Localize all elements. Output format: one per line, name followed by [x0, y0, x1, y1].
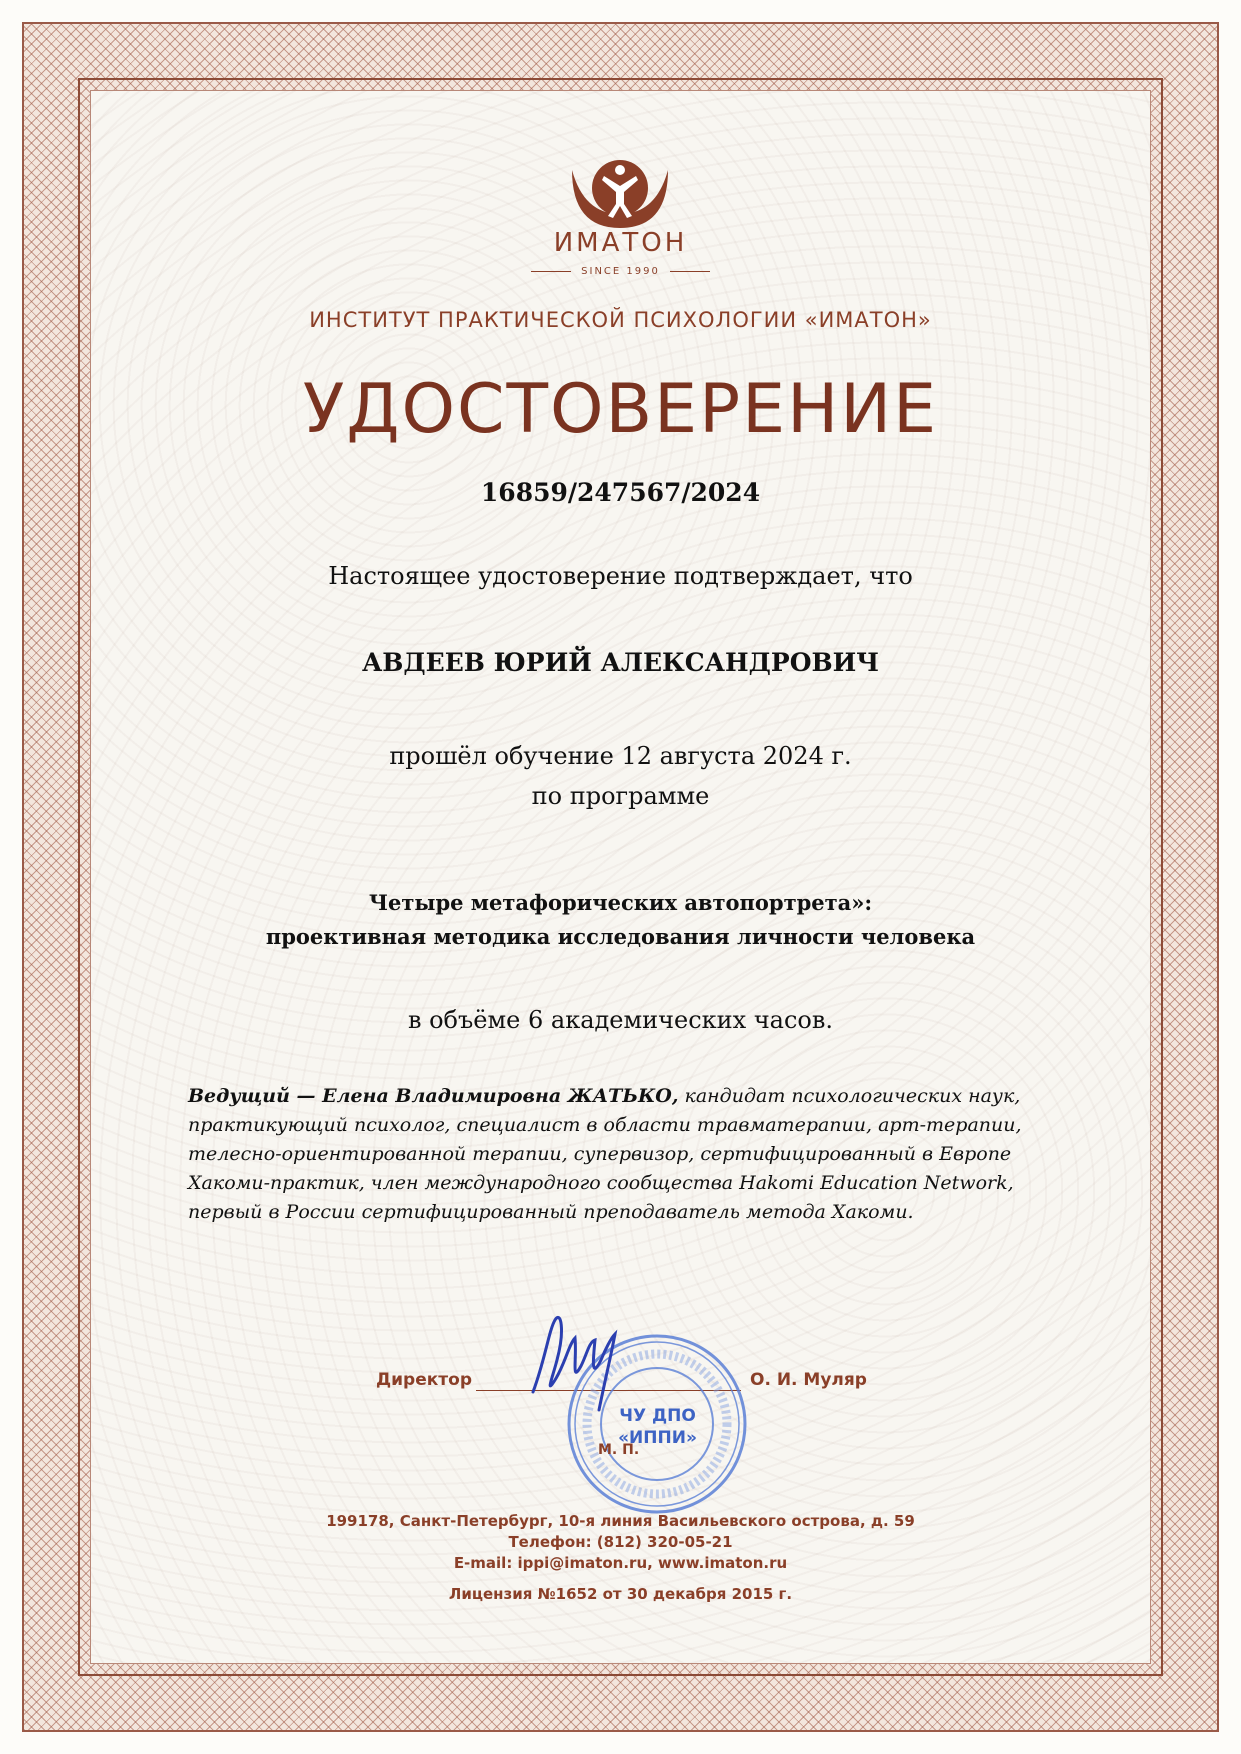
since-right-divider — [670, 271, 710, 272]
training-info — [0, 736, 1241, 816]
handwritten-signature-icon — [515, 1300, 625, 1430]
footer-email: E-mail: ippi@imaton.ru, www.imaton.ru — [453, 1554, 788, 1572]
instructor-description — [188, 1082, 1068, 1227]
instructor-credentials: кандидат психологических наук, практикующий психолог, специалист в области травматерапии, арт-терапии, телесно-ориентированной терапии, супервизор, сертифицированный в Европе Хакоми-практик, член международного сообщества Hakomi Education Network, первый в России сертифицированный преподаватель метода Хакоми. — [188, 1085, 1022, 1223]
instructor-name: Ведущий — Елена Владимировна ЖАТЬКО, — [188, 1085, 679, 1107]
since-text: SINCE 1990 — [581, 266, 660, 277]
program-title-line2: проективная методика исследования личности человека — [265, 924, 976, 949]
course-volume: в объёме 6 академических часов. — [407, 1006, 834, 1034]
institute-name: ИНСТИТУТ ПРАКТИЧЕСКОЙ ПСИХОЛОГИИ «ИМАТОН» — [309, 308, 932, 332]
document-title: УДОСТОВЕРЕНИЕ — [302, 370, 939, 449]
stamp-org-line1: ЧУ ДПО — [619, 1406, 696, 1426]
director-label: Директор — [376, 1370, 472, 1390]
footer-address: 199178, Санкт-Петербург, 10-я линия Васильевского острова, д. 59 — [326, 1512, 915, 1530]
recipient-name: АВДЕЕВ ЮРИЙ АЛЕКСАНДРОВИЧ — [361, 648, 880, 677]
footer-phone: Телефон: (812) 320-05-21 — [508, 1533, 733, 1551]
since-left-divider — [531, 271, 571, 272]
intro-text: Настоящее удостоверение подтверждает, что — [328, 562, 913, 590]
program-title-line1: Четыре метафорических автопортрета»: — [368, 890, 873, 915]
logo-wordmark: ИМАТОН — [553, 228, 688, 258]
certificate-number: 16859/247567/2024 — [480, 478, 761, 507]
program-lead-in: по программе — [531, 782, 710, 810]
signature-block — [0, 1300, 1241, 1500]
stamp-org-line2: «ИППИ» — [618, 1428, 697, 1448]
footer-license: Лицензия №1652 от 30 декабря 2015 г. — [448, 1585, 793, 1603]
footer-contacts — [0, 1511, 1241, 1605]
director-name: О. И. Муляр — [750, 1370, 867, 1390]
logo-since — [0, 266, 1241, 277]
seal-place-mark: М. П. — [598, 1442, 640, 1458]
training-date-line: прошёл обучение 12 августа 2024 г. — [389, 742, 852, 770]
program-title — [0, 886, 1241, 954]
